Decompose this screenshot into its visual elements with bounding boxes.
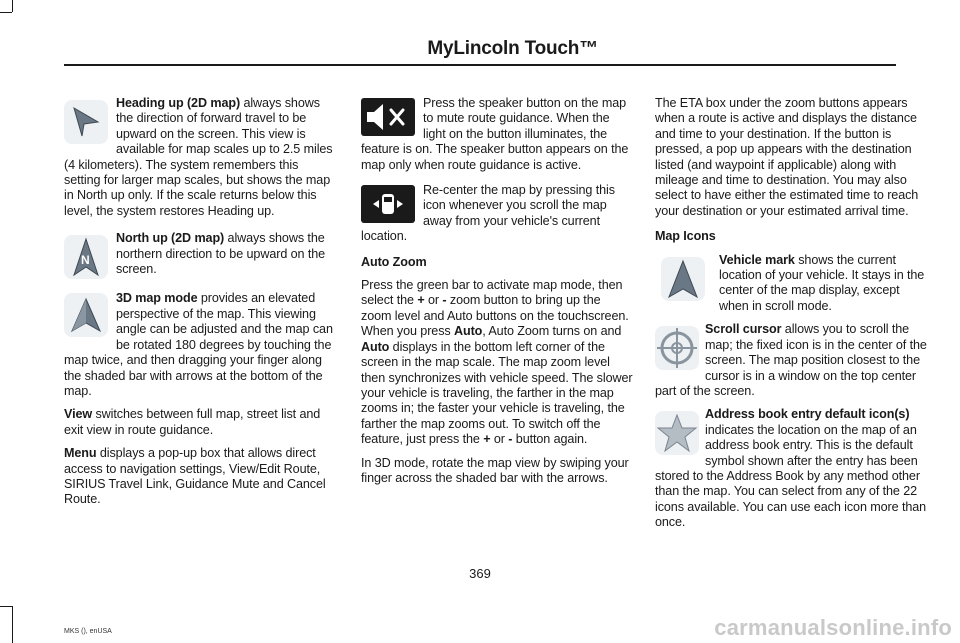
auto-zoom-paragraph: Press the green bar to activate map mode, then select the + or - zoom button to bring up the zoom level and Auto buttons on the touchscreen. When you press Auto, Auto Zoom turns on and Auto displays in the bottom left corner of the screen in the map scale. The map zoom level then synchronizes with vehicle speed. The slower your vehicle is traveling, the farther in the map zooms in; the faster your vehicle is traveling, the farther the map zooms out. To switch off the feature, just press the + or - button again. [361, 278, 633, 447]
view-paragraph: View switches between full map, street list and exit view in route guidance. [64, 407, 321, 437]
eta-paragraph: The ETA box under the zoom buttons appears when a route is active and displays the distance and time to your destination. If the button is pressed, a pop up appears with the destination listed (and waypoint if applicable) along with mileage and time to destination. You may also select to have either the estimated time to reach your destination or your estimated arrival time. [655, 96, 919, 218]
page-title: MyLincoln Touch™ [427, 38, 598, 59]
menu-paragraph: Menu displays a pop-up box that allows direct access to navigation settings, View/Edit Route, SIRIUS Travel Link, Guidance Mute and Cancel Route. [64, 446, 326, 507]
3d-map-arrow-icon [64, 293, 108, 337]
north-up-icon [64, 235, 108, 279]
column-2 [361, 96, 633, 494]
scroll-cursor-icon [655, 326, 699, 370]
vehicle-mark-paragraph: Vehicle mark shows the current location of your vehicle. It stays in the center of the map display, except when in scroll mode. [719, 252, 925, 313]
crop-mark-bottom-left-v [12, 606, 13, 643]
column-1 [64, 96, 336, 516]
vehicle-mark-icon [661, 257, 705, 301]
crop-mark-bottom-left-h [0, 606, 12, 607]
crop-mark-top-left-h [0, 12, 12, 13]
address-book-paragraph: Address book entry default icon(s) indicates the location on the map of an address book entry. This is the default symbol shown after the entry has been stored to the Address Book by any method other than the map. You can select from any of the 22 icons available. You can use each icon more than once. [655, 407, 927, 530]
column-3 [655, 96, 927, 539]
3d-mode-paragraph: In 3D mode, rotate the map view by swiping your finger across the shaded bar with the arrows. [361, 455, 629, 485]
heading-up-arrow-icon [64, 100, 108, 144]
scroll-cursor-paragraph: Scroll cursor allows you to scroll the map; the fixed icon is in the center of the screen. The map position closest to the cursor is in a window on the top center part of the screen. [655, 322, 927, 398]
page-number: 369 [469, 566, 491, 581]
recenter-paragraph: Re-center the map by pressing this icon whenever you scroll the map away from your vehicle's current location. [361, 183, 615, 244]
recenter-vehicle-icon [361, 185, 415, 223]
header-rule [64, 64, 896, 66]
heading-up-paragraph: Heading up (2D map) always shows the direction of forward travel to be upward on the screen. This view is available for map scales up to 2.5 miles (4 kilometers). The system remembers this setting for larger map scales, but shows the map in North up only. If the scale returns below this level, the system restores Heading up. [64, 96, 333, 218]
svg-text:N: N [81, 253, 90, 268]
speaker-mute-icon [361, 98, 415, 136]
crop-mark-top-left-v [12, 0, 13, 12]
3d-map-paragraph: 3D map mode provides an elevated perspective of the map. This viewing angle can be adjusted and the map can be rotated 180 degrees by touching the map twice, and then dragging your finger along the shaded bar with arrows at the bottom of the map. [64, 291, 333, 398]
auto-zoom-heading: Auto Zoom [361, 254, 427, 269]
watermark: carmanualsonline.info [714, 615, 952, 640]
star-icon [655, 411, 699, 455]
map-icons-heading: Map Icons [655, 229, 716, 244]
speaker-paragraph: Press the speaker button on the map to mute route guidance. When the light on the button illuminates, the feature is on. The speaker button appears on the map only when route guidance is active. [361, 96, 629, 172]
north-up-paragraph: North up (2D map) always shows the northern direction to be upward on the screen. [116, 231, 326, 277]
footer-code: MKS (), enUSA [64, 628, 112, 635]
